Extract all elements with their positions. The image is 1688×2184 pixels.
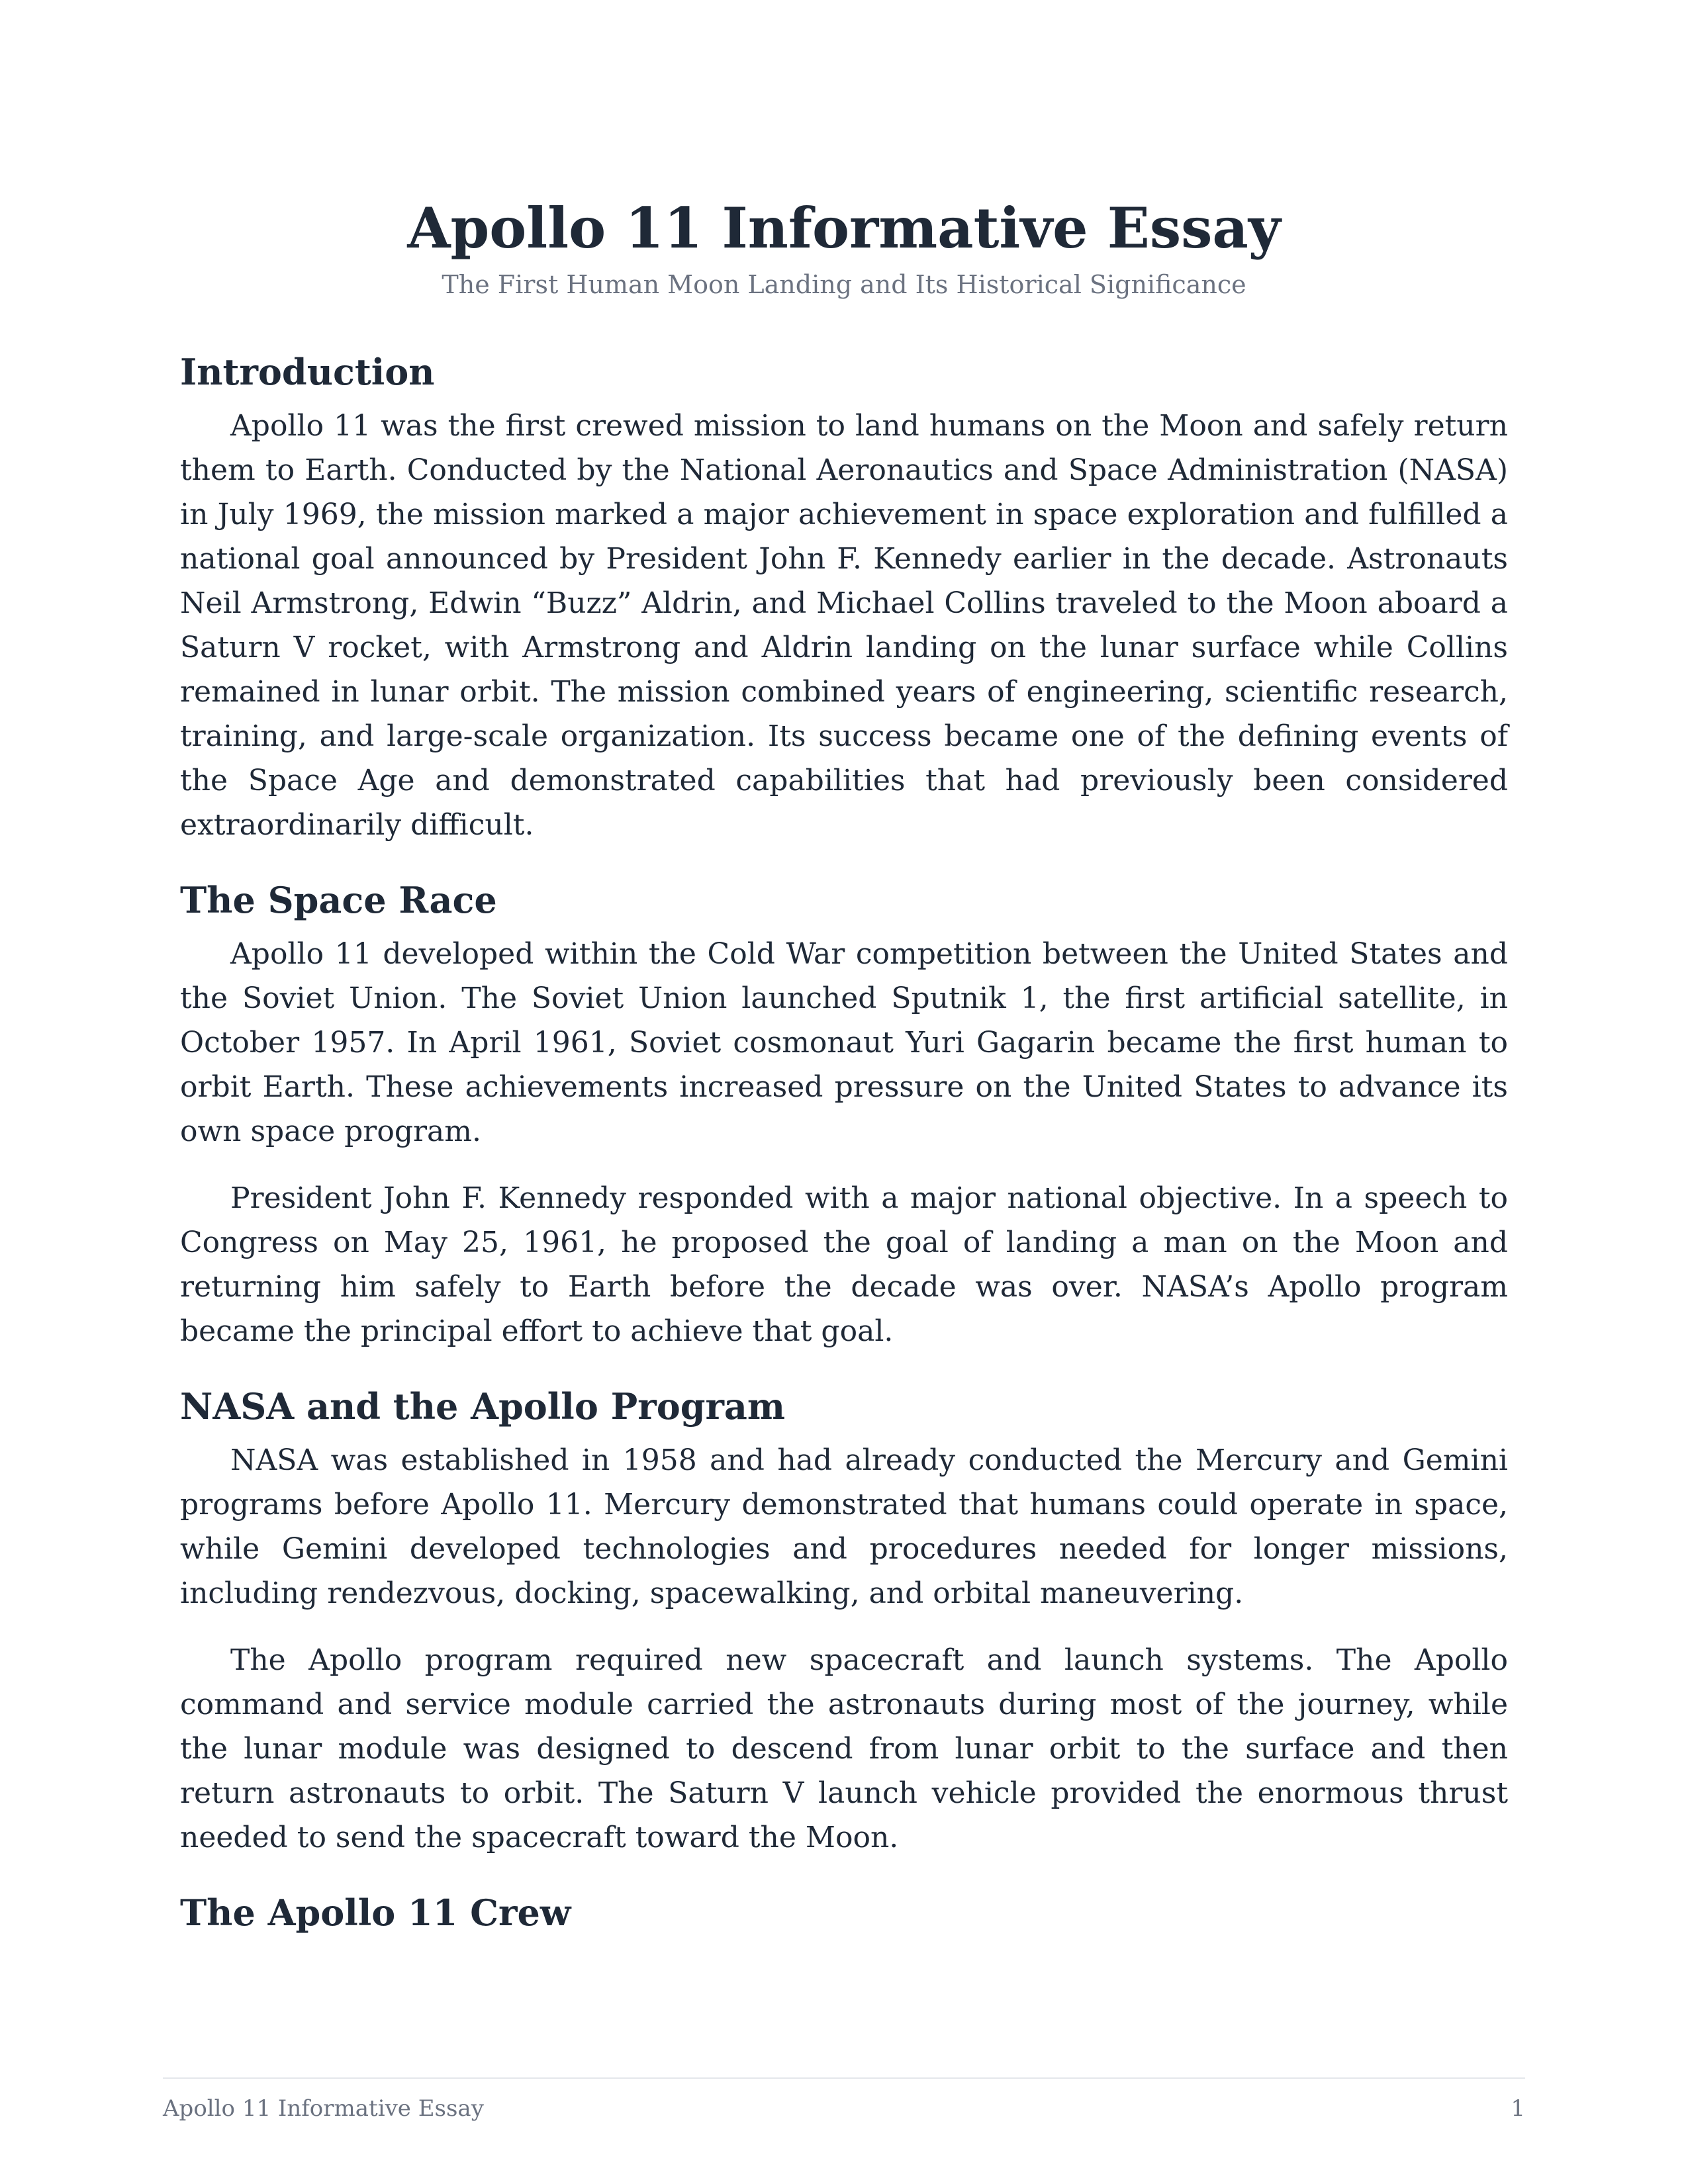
paragraph: NASA was established in 1958 and had already conducted the Mercury and Gemini programs before Apollo 11. Mercury demonstrated that humans could operate in space, while Gemini developed technologies and procedures needed for longer missions, including rendezvous, docking, spacewalking, and orbital maneuvering. xyxy=(180,1443,1508,1610)
paragraph: Apollo 11 was the first crewed mission to land humans on the Moon and safely return them to Earth. Conducted by the National Aeronautics and Space Administration (NASA) in July 1969, the mission marked a major achievement in space exploration and fulfilled a national goal announced by President John F. Kennedy earlier in the decade. Astronauts Neil Armstrong, Edwin “Buzz” Aldrin, and Michael Collins traveled to the Moon aboard a Saturn V rocket, with Armstrong and Aldrin landing on the lunar surface while Collins remained in lunar orbit. The mission combined years of engineering, scientific research, training, and large-scale organization. Its success became one of the defining events of the Space Age and demonstrated capabilities that had previously been considered extraordinarily difficult. xyxy=(180,409,1508,842)
footer-divider xyxy=(163,2077,1525,2079)
paragraph: President John F. Kennedy responded with a major national objective. In a speech to Congress on May 25, 1961, he proposed the goal of landing a man on the Moon and returning him safely to Earth before the decade was over. NASA’s Apollo program became the principal effort to achieve that goal. xyxy=(180,1181,1508,1348)
paragraph: The Apollo program required new spacecraft and launch systems. The Apollo command and service module carried the astronauts during most of the journey, while the lunar module was designed to descend from lunar orbit to the surface and then return astronauts to orbit. The Saturn V launch vehicle provided the enormous thrust needed to send the spacecraft toward the Moon. xyxy=(180,1643,1508,1854)
section-heading-nasa-apollo: NASA and the Apollo Program xyxy=(180,1385,786,1428)
document-body xyxy=(180,192,1508,1936)
footer-page-number: 1 xyxy=(1511,2095,1525,2122)
footer-document-title: Apollo 11 Informative Essay xyxy=(163,2095,484,2122)
section-heading-crew: The Apollo 11 Crew xyxy=(180,1891,571,1934)
section-heading-introduction: Introduction xyxy=(180,351,435,393)
document-title: Apollo 11 Informative Essay xyxy=(407,195,1281,261)
paragraph: Apollo 11 developed within the Cold War competition between the United States and the Soviet Union. The Soviet Union launched Sputnik 1, the first artificial satellite, in October 1957. In April 1961, Soviet cosmonaut Yuri Gagarin became the first human to orbit Earth. These achievements increased pressure on the United States to advance its own space program. xyxy=(180,937,1508,1148)
document-subtitle: The First Human Moon Landing and Its Historical Significance xyxy=(442,270,1246,299)
section-heading-space-race: The Space Race xyxy=(180,879,497,921)
